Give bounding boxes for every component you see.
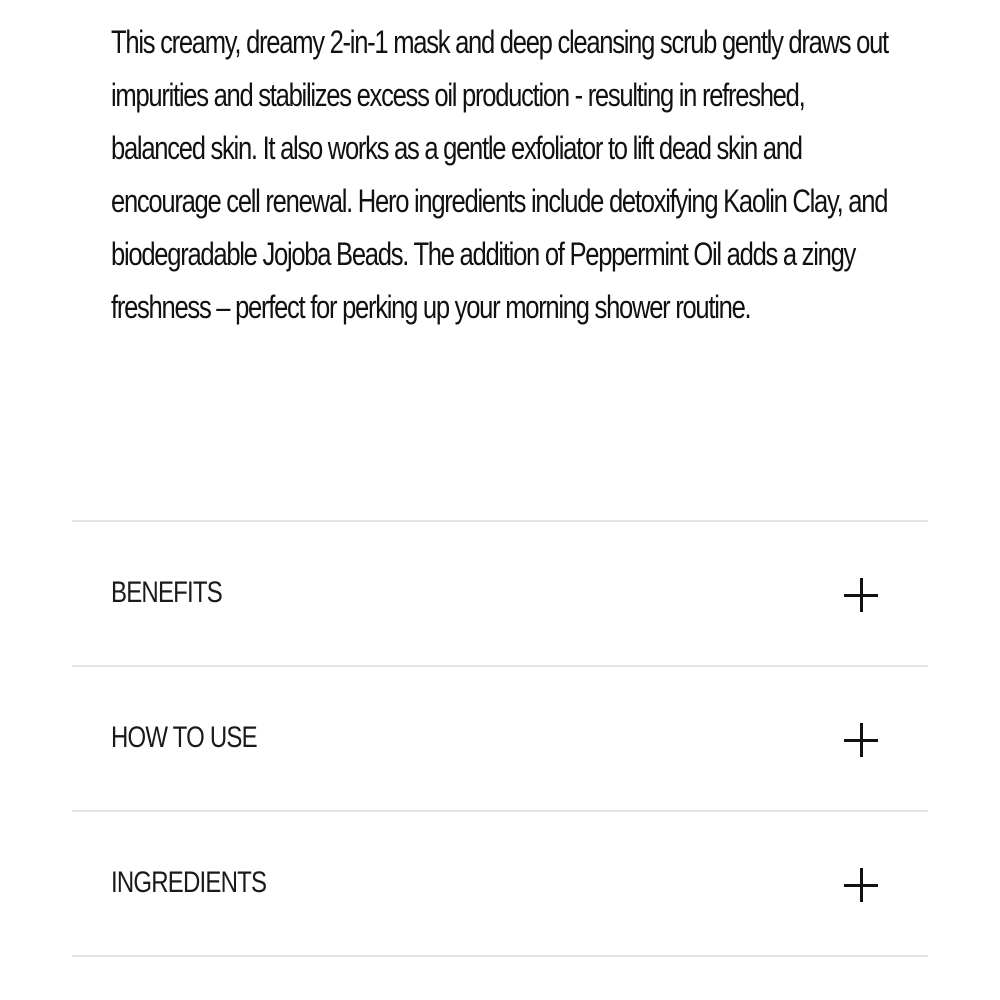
- plus-icon[interactable]: [844, 868, 878, 902]
- accordion-item-ingredients[interactable]: [72, 812, 928, 957]
- plus-icon[interactable]: [844, 723, 878, 757]
- accordion-label-ingredients: INGREDIENTS: [111, 866, 267, 899]
- accordion-item-how-to-use[interactable]: [72, 667, 928, 812]
- product-description: This creamy, dreamy 2-in-1 mask and deep cleansing scrub gently draws out impurities and stabilizes excess oil production - resulting in refreshed, balanced skin. It also works as a gentle exfoliator to lift dead skin and encourage cell renewal. Hero ingredients include detoxifying Kaolin Clay, and biodegradable Jojoba Beads. The addition of Peppermint Oil adds a zingy freshness – perfect for perking up your morning shower routine.: [111, 24, 888, 325]
- accordion-label-benefits: BENEFITS: [111, 576, 222, 609]
- product-accordion: [72, 520, 928, 957]
- accordion-label-how-to-use: HOW TO USE: [111, 721, 257, 754]
- accordion-item-benefits[interactable]: [72, 522, 928, 667]
- plus-icon[interactable]: [844, 578, 878, 612]
